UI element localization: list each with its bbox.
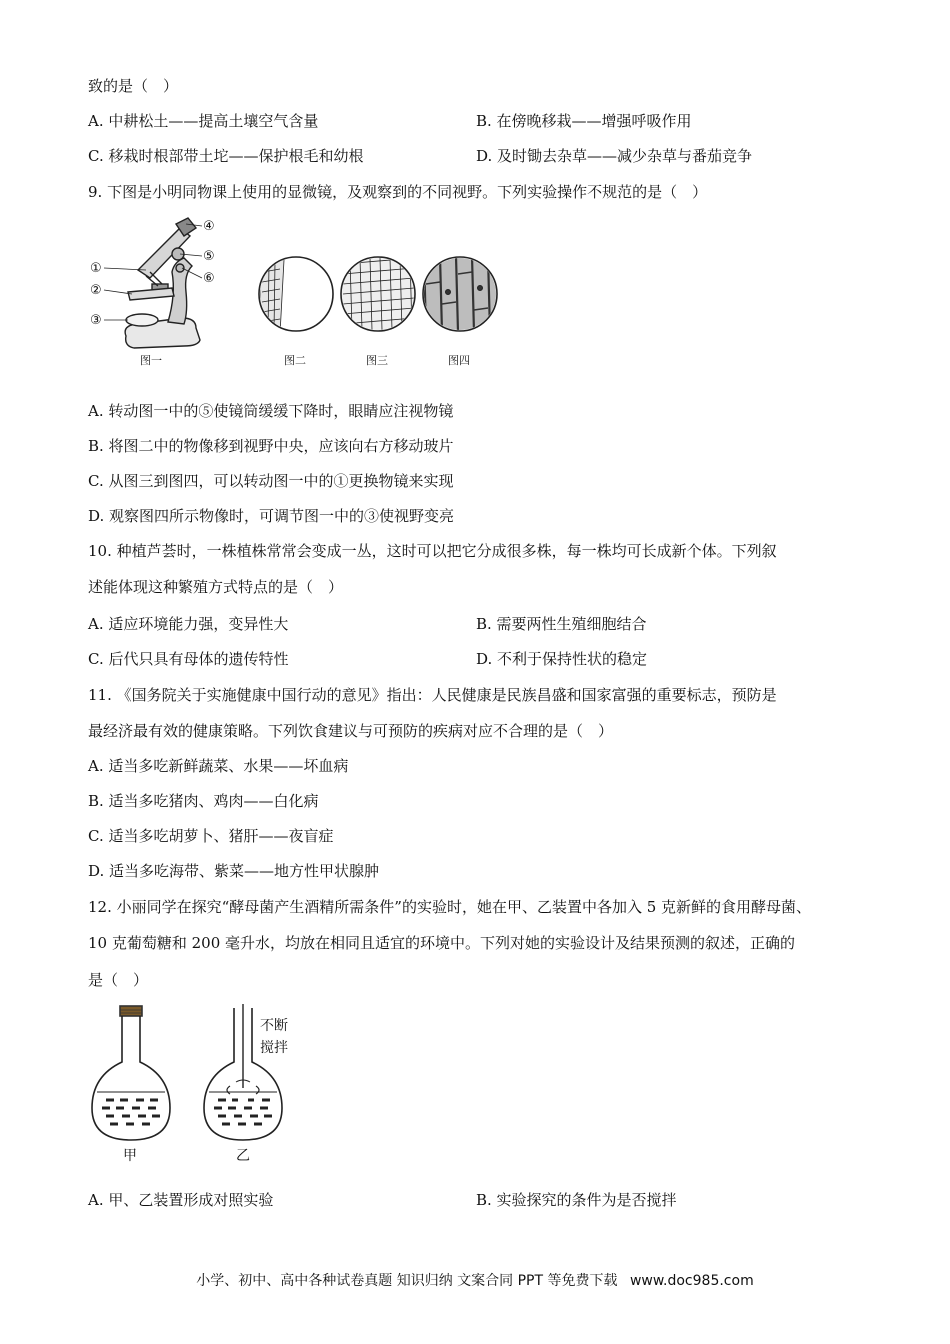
q11-option-a: A. 适当多吃新鲜蔬菜、水果——坏血病 xyxy=(88,757,349,775)
footer-text: 小学、初中、高中各种试卷真题 知识归纳 文案合同 PPT 等免费下载 xyxy=(196,1273,618,1289)
label-3: ③ xyxy=(90,313,102,328)
q9-option-b: B. 将图二中的物像移到视野中央，应该向右方移动玻片 xyxy=(88,437,454,455)
caption-fig-1: 图一 xyxy=(140,354,162,367)
q11-stem-line1: 11. 《国务院关于实施健康中国行动的意见》指出：人民健康是民族昌盛和国家富强的重要标志，预防是 xyxy=(88,686,777,704)
microscope-figure xyxy=(88,214,508,372)
q8-option-a: A. 中耕松土——提高土壤空气含量 xyxy=(88,112,319,130)
stir-label-line1: 不断 xyxy=(260,1018,288,1034)
q10-option-d: D. 不利于保持性状的稳定 xyxy=(476,650,648,668)
label-1: ① xyxy=(90,261,102,276)
flask-b-label: 乙 xyxy=(236,1148,250,1164)
view-2 xyxy=(259,257,333,334)
q10-option-c: C. 后代只具有母体的遗传特性 xyxy=(88,650,289,668)
label-6: ⑥ xyxy=(203,271,215,286)
q9-option-a: A. 转动图一中的⑤使镜筒缓缓下降时，眼睛应注视物镜 xyxy=(88,402,454,420)
page-footer xyxy=(0,1270,950,1290)
flask-jia xyxy=(92,1006,170,1140)
label-4: ④ xyxy=(203,219,215,234)
label-5: ⑤ xyxy=(203,249,215,264)
q9-stem: 9. 下图是小明同物课上使用的显微镜，及观察到的不同视野。下列实验操作不规范的是（ ） xyxy=(88,183,708,201)
stir-label-line2: 搅拌 xyxy=(260,1040,288,1056)
q10-stem-line2: 述能体现这种繁殖方式特点的是（ ） xyxy=(88,578,344,596)
caption-fig-2: 图二 xyxy=(284,354,306,367)
label-2: ② xyxy=(90,283,102,298)
q8-option-d: D. 及时锄去杂草——减少杂草与番茄竞争 xyxy=(476,147,753,165)
q9-option-c: C. 从图三到图四，可以转动图一中的①更换物镜来实现 xyxy=(88,472,454,490)
q12-stem-line3: 是（ ） xyxy=(88,971,149,989)
view-3 xyxy=(340,256,416,332)
q10-option-b: B. 需要两性生殖细胞结合 xyxy=(476,615,647,633)
q11-option-c: C. 适当多吃胡萝卜、猪肝——夜盲症 xyxy=(88,827,334,845)
flask-figure xyxy=(88,1004,328,1166)
flask-a-label: 甲 xyxy=(123,1148,137,1164)
footer-url[interactable]: www.doc985.com xyxy=(629,1273,754,1289)
caption-fig-3: 图三 xyxy=(366,354,388,367)
q9-option-d: D. 观察图四所示物像时，可调节图一中的③使视野变亮 xyxy=(88,507,455,525)
q12-stem-line1: 12. 小丽同学在探究“酵母菌产生酒精所需条件”的实验时，她在甲、乙装置中各加入 5 克新鲜的食用酵母菌、 xyxy=(88,898,812,916)
view-4 xyxy=(422,256,498,332)
q12-option-b: B. 实验探究的条件为是否搅拌 xyxy=(476,1191,677,1209)
q11-option-d: D. 适当多吃海带、紫菜——地方性甲状腺肿 xyxy=(88,862,380,880)
q12-stem-line2: 10 克葡萄糖和 200 毫升水，均放在相同且适宜的环境中。下列对她的实验设计及结果预测的叙述，正确的 xyxy=(88,934,796,952)
q10-stem-line1: 10. 种植芦荟时，一株植株常常会变成一丛，这时可以把它分成很多株，每一株均可长成新个体。下列叙 xyxy=(88,542,777,560)
q10-option-a: A. 适应环境能力强，变异性大 xyxy=(88,615,289,633)
q8-option-b: B. 在傍晚移栽——增强呼吸作用 xyxy=(476,112,692,130)
q11-option-b: B. 适当多吃猪肉、鸡肉——白化病 xyxy=(88,792,319,810)
q11-stem-line2: 最经济最有效的健康策略。下列饮食建议与可预防的疾病对应不合理的是（ ） xyxy=(88,722,614,740)
microscope-drawing xyxy=(125,218,200,348)
q8-option-c: C. 移栽时根部带土坨——保护根毛和幼根 xyxy=(88,147,364,165)
q8-stem-end: 致的是（ ） xyxy=(88,77,179,95)
caption-fig-4: 图四 xyxy=(448,354,470,367)
q12-option-a: A. 甲、乙装置形成对照实验 xyxy=(88,1191,274,1209)
